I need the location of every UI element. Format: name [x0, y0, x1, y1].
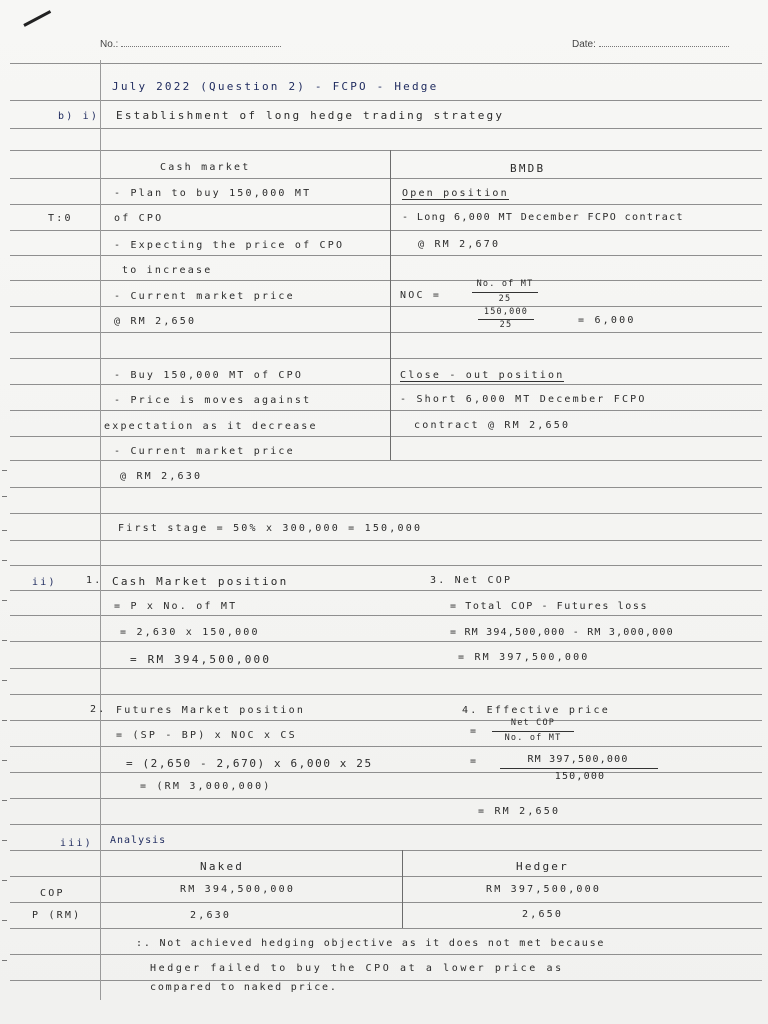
cash-position-l3: = RM 394,500,000 — [130, 653, 272, 666]
part-b-i-label: b) i) — [58, 111, 100, 122]
bmdb2-row-1: Close - out position — [400, 370, 565, 381]
cash-row-1: - Plan to buy 150,000 MT — [114, 188, 312, 199]
cash-row-6: @ RM 2,650 — [114, 316, 197, 327]
cash-position-num: 1. — [86, 575, 103, 586]
noc-denominator-2: 25 — [499, 320, 513, 330]
conclusion-line-1: :. Not achieved hedging objective as it does not met because — [136, 938, 606, 949]
no-label: No.: — [100, 39, 119, 50]
net-cop-l1: = Total COP - Futures loss — [450, 601, 649, 612]
cash-position-title: Cash Market position — [112, 575, 289, 588]
net-cop-l2: = RM 394,500,000 - RM 3,000,000 — [450, 627, 674, 638]
col-hedger: Hedger — [516, 860, 569, 873]
col-naked: Naked — [200, 860, 245, 873]
cash2-row-1: - Buy 150,000 MT of CPO — [114, 370, 304, 381]
date-label: Date: — [572, 39, 596, 50]
part-iii-label: iii) — [60, 838, 93, 849]
naked-cop: RM 394,500,000 — [180, 884, 296, 895]
hedger-cop: RM 397,500,000 — [486, 884, 602, 895]
futures-position-title: Futures Market position — [116, 705, 306, 716]
noc-numerator-2: 150,000 — [483, 307, 529, 317]
eff-denominator-2: 150,000 — [554, 771, 606, 782]
row-cop: COP — [40, 888, 65, 899]
no-field — [100, 38, 281, 50]
effective-price-title: 4. Effective price — [462, 705, 610, 716]
eff-fraction-bar-2 — [500, 768, 658, 769]
margin-line — [100, 60, 101, 1000]
col-bmdb: BMDB — [510, 162, 546, 175]
naked-p: 2,630 — [190, 910, 232, 921]
part-b-i-heading: Establishment of long hedge trading strategy — [116, 109, 505, 122]
futures-position-l2: = (2,650 - 2,670) x 6,000 x 25 — [126, 757, 373, 770]
cash2-row-5: @ RM 2,630 — [120, 471, 203, 482]
conclusion-line-2: Hedger failed to buy the CPO at a lower price as — [150, 963, 564, 974]
cash-row-2: of CPO — [114, 213, 164, 224]
bmdb-row-1: Open position — [402, 188, 509, 199]
eff-equals: = — [470, 726, 479, 737]
cash-row-3: - Expecting the price of CPO — [114, 240, 345, 251]
cash2-row-4: - Current market price — [114, 446, 295, 457]
page-title: July 2022 (Question 2) - FCPO - Hedge — [112, 80, 439, 93]
eff-denominator: No. of MT — [504, 733, 562, 743]
t0-label: T:0 — [48, 213, 73, 224]
noc-numerator: No. of MT — [476, 279, 534, 289]
futures-position-l3: = (RM 3,000,000) — [140, 781, 272, 792]
eff-fraction-bar — [492, 731, 574, 732]
conclusion-line-3: compared to naked price. — [150, 982, 338, 993]
noc-label: NOC = — [400, 290, 442, 301]
bmdb2-row-2: - Short 6,000 MT December FCPO — [400, 394, 647, 405]
cash-row-4: to increase — [122, 265, 213, 276]
bmdb-row-3: @ RM 2,670 — [418, 239, 501, 250]
col-cash-market: Cash market — [160, 162, 251, 173]
eff-equals-2: = — [470, 756, 479, 767]
eff-result: = RM 2,650 — [478, 806, 561, 817]
net-cop-title: 3. Net COP — [430, 575, 513, 586]
noc-fraction-bar — [472, 292, 538, 293]
analysis-divider — [402, 850, 403, 928]
no-dotted-line — [121, 38, 281, 47]
noc-result: = 6,000 — [578, 315, 636, 326]
cash-position-l1: = P x No. of MT — [114, 601, 238, 612]
part-ii-label: ii) — [32, 577, 57, 588]
eff-numerator-2: RM 397,500,000 — [527, 754, 629, 765]
cash2-row-2: - Price is moves against — [114, 395, 312, 406]
date-dotted-line — [599, 38, 729, 47]
net-cop-l3: = RM 397,500,000 — [458, 652, 590, 663]
futures-position-num: 2. — [90, 704, 107, 715]
table-divider — [390, 150, 391, 460]
cash-position-l2: = 2,630 x 150,000 — [120, 627, 260, 638]
hedger-p: 2,650 — [522, 909, 564, 920]
first-stage: First stage = 50% x 300,000 = 150,000 — [118, 523, 423, 534]
analysis-heading: Analysis — [110, 835, 167, 846]
eff-numerator: Net COP — [510, 718, 556, 728]
noc-denominator: 25 — [498, 294, 512, 304]
futures-position-l1: = (SP - BP) x NOC x CS — [116, 730, 297, 741]
pen-stroke — [23, 10, 51, 27]
cash-row-5: - Current market price — [114, 291, 295, 302]
row-p: P (RM) — [32, 910, 82, 921]
bmdb-row-2: - Long 6,000 MT December FCPO contract — [402, 212, 684, 223]
date-field — [572, 38, 729, 50]
cash2-row-3: expectation as it decrease — [104, 421, 318, 432]
bmdb2-row-3: contract @ RM 2,650 — [414, 420, 571, 431]
